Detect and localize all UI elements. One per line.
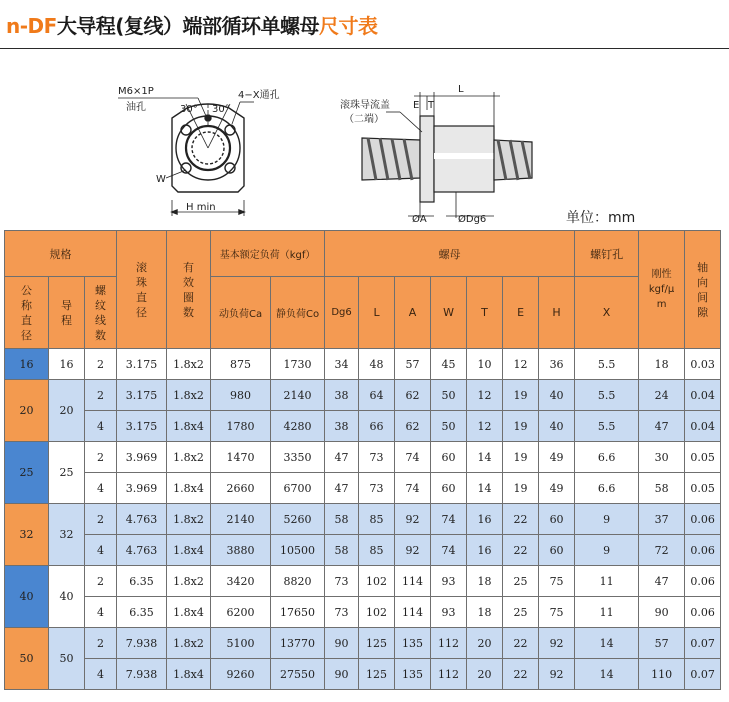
cell: 16 [467, 504, 503, 535]
cell: 2660 [211, 473, 271, 504]
cell: 5.5 [575, 349, 639, 380]
cell: 0.07 [685, 659, 721, 690]
cell: 20 [467, 659, 503, 690]
cell: 0.06 [685, 566, 721, 597]
angle-left: 30° [180, 104, 198, 115]
oil-hole-label: 油孔 [126, 102, 146, 113]
cell: 20 [467, 628, 503, 659]
cell: 1.8x4 [167, 659, 211, 690]
table-row [5, 504, 721, 535]
cell: 74 [395, 442, 431, 473]
dim-dg6-label: ØDg6 [458, 214, 487, 224]
cell: 125 [359, 628, 395, 659]
cell: 60 [431, 442, 467, 473]
oil-hole-spec: M6×1P [118, 86, 154, 97]
cell: 112 [431, 659, 467, 690]
cell: 1.8x4 [167, 473, 211, 504]
cell: 50 [431, 411, 467, 442]
header-e: E [503, 277, 539, 349]
nominal-cell: 20 [5, 380, 49, 442]
cell: 19 [503, 411, 539, 442]
cell: 4.763 [117, 504, 167, 535]
cell: 2 [85, 442, 117, 473]
cell: 19 [503, 473, 539, 504]
cell: 7.938 [117, 628, 167, 659]
cell: 1730 [271, 349, 325, 380]
dim-a-label: ØA [412, 214, 427, 224]
cell: 62 [395, 380, 431, 411]
ball-nut-diagram [0, 52, 729, 224]
cell: 92 [539, 628, 575, 659]
cell: 13770 [271, 628, 325, 659]
header-thread-starts: 螺 纹 线 数 [85, 277, 117, 349]
cell: 75 [539, 566, 575, 597]
deflector-label: 滚珠导流盖 [340, 100, 390, 111]
nominal-cell: 32 [5, 504, 49, 566]
cell: 14 [467, 473, 503, 504]
header-nut: 螺母 [325, 231, 575, 277]
cell: 9 [575, 535, 639, 566]
cell: 50 [431, 380, 467, 411]
cell: 5260 [271, 504, 325, 535]
cell: 22 [503, 504, 539, 535]
cell: 85 [359, 535, 395, 566]
cell: 14 [467, 442, 503, 473]
cell: 0.06 [685, 504, 721, 535]
cell: 3.175 [117, 380, 167, 411]
cell: 980 [211, 380, 271, 411]
header-t: T [467, 277, 503, 349]
cell: 36 [539, 349, 575, 380]
cell: 64 [359, 380, 395, 411]
cell: 8820 [271, 566, 325, 597]
nominal-cell: 40 [5, 566, 49, 628]
cell: 19 [503, 442, 539, 473]
dim-e-label: E [413, 100, 420, 111]
cell: 18 [467, 597, 503, 628]
cell: 3.175 [117, 411, 167, 442]
header-backlash: 轴 向 间 隙 [685, 231, 721, 349]
cell: 45 [431, 349, 467, 380]
cell: 92 [395, 535, 431, 566]
nominal-cell: 16 [5, 349, 49, 380]
cell: 3.969 [117, 473, 167, 504]
header-effective-turns: 有 效 圈 数 [167, 231, 211, 349]
cell: 102 [359, 566, 395, 597]
cell: 2 [85, 504, 117, 535]
cell: 19 [503, 380, 539, 411]
cell: 3880 [211, 535, 271, 566]
header-dg6: Dg6 [325, 277, 359, 349]
lead-cell: 20 [49, 380, 85, 442]
cell: 62 [395, 411, 431, 442]
cell: 47 [325, 473, 359, 504]
cell: 3.175 [117, 349, 167, 380]
cell: 1.8x4 [167, 535, 211, 566]
cell: 9 [575, 504, 639, 535]
cell: 73 [325, 597, 359, 628]
cell: 18 [639, 349, 685, 380]
cell: 38 [325, 380, 359, 411]
cell: 93 [431, 597, 467, 628]
cell: 0.06 [685, 535, 721, 566]
lead-cell: 25 [49, 442, 85, 504]
header-l: L [359, 277, 395, 349]
header-ball-diameter: 滚 珠 直 径 [117, 231, 167, 349]
cell: 38 [325, 411, 359, 442]
cell: 2140 [211, 504, 271, 535]
cell: 5100 [211, 628, 271, 659]
cell: 73 [359, 442, 395, 473]
cell: 1780 [211, 411, 271, 442]
cell: 90 [325, 628, 359, 659]
cell: 92 [395, 504, 431, 535]
header-rated-load: 基本额定负荷（kgf） [211, 231, 325, 277]
header-dynamic-load: 动负荷Ca [211, 277, 271, 349]
title-model: n-DF [6, 14, 57, 38]
cell: 58 [639, 473, 685, 504]
cell: 0.06 [685, 597, 721, 628]
spec-table [4, 230, 721, 690]
cell: 2 [85, 380, 117, 411]
cell: 18 [467, 566, 503, 597]
angle-right: 30° [212, 104, 230, 115]
cell: 875 [211, 349, 271, 380]
cell: 4 [85, 411, 117, 442]
cell: 0.05 [685, 442, 721, 473]
cell: 47 [639, 411, 685, 442]
table-row [5, 349, 721, 380]
cell: 112 [431, 628, 467, 659]
dim-t-label: T [428, 100, 435, 111]
cell: 2 [85, 349, 117, 380]
cell: 3350 [271, 442, 325, 473]
cell: 11 [575, 566, 639, 597]
lead-cell: 32 [49, 504, 85, 566]
cell: 48 [359, 349, 395, 380]
nominal-cell: 50 [5, 628, 49, 690]
header-h: H [539, 277, 575, 349]
cell: 22 [503, 628, 539, 659]
through-hole-label: 4−X通孔 [238, 90, 280, 101]
cell: 16 [467, 535, 503, 566]
table-row [5, 659, 721, 690]
cell: 85 [359, 504, 395, 535]
cell: 0.05 [685, 473, 721, 504]
cell: 74 [431, 535, 467, 566]
cell: 58 [325, 504, 359, 535]
cell: 12 [467, 380, 503, 411]
cell: 4.763 [117, 535, 167, 566]
cell: 49 [539, 442, 575, 473]
cell: 1.8x2 [167, 380, 211, 411]
header-a: A [395, 277, 431, 349]
cell: 12 [503, 349, 539, 380]
cell: 9260 [211, 659, 271, 690]
header-static-load: 静负荷Co [271, 277, 325, 349]
cell: 114 [395, 597, 431, 628]
cell: 1.8x4 [167, 597, 211, 628]
table-row [5, 473, 721, 504]
lead-cell: 40 [49, 566, 85, 628]
cell: 4 [85, 659, 117, 690]
header-nominal-diameter: 公 称 直 径 [5, 277, 49, 349]
cell: 58 [325, 535, 359, 566]
cell: 10 [467, 349, 503, 380]
cell: 24 [639, 380, 685, 411]
cell: 60 [539, 535, 575, 566]
cell: 25 [503, 566, 539, 597]
cell: 74 [395, 473, 431, 504]
cell: 60 [431, 473, 467, 504]
table-row [5, 380, 721, 411]
cell: 10500 [271, 535, 325, 566]
cell: 27550 [271, 659, 325, 690]
lead-cell: 16 [49, 349, 85, 380]
cell: 102 [359, 597, 395, 628]
cell: 30 [639, 442, 685, 473]
cell: 11 [575, 597, 639, 628]
cell: 6.6 [575, 442, 639, 473]
cell: 3.969 [117, 442, 167, 473]
table-row [5, 566, 721, 597]
cell: 6.35 [117, 566, 167, 597]
cell: 6200 [211, 597, 271, 628]
cell: 2 [85, 628, 117, 659]
cell: 74 [431, 504, 467, 535]
cell: 37 [639, 504, 685, 535]
cell: 66 [359, 411, 395, 442]
cell: 49 [539, 473, 575, 504]
dim-l-label: L [458, 84, 464, 95]
h-min-label: H min [186, 202, 216, 213]
cell: 3420 [211, 566, 271, 597]
cell: 0.03 [685, 349, 721, 380]
cell: 114 [395, 566, 431, 597]
title-desc: 大导程(复线）端部循环单螺母 [56, 14, 319, 38]
cell: 1.8x2 [167, 442, 211, 473]
cell: 22 [503, 659, 539, 690]
cell: 57 [395, 349, 431, 380]
cell: 1.8x4 [167, 411, 211, 442]
table-row [5, 535, 721, 566]
header-stiffness: 刚性 kgf/μ m [639, 231, 685, 349]
cell: 1.8x2 [167, 566, 211, 597]
cell: 34 [325, 349, 359, 380]
cell: 0.04 [685, 380, 721, 411]
nominal-cell: 25 [5, 442, 49, 504]
cell: 40 [539, 411, 575, 442]
header-lead: 导 程 [49, 277, 85, 349]
w-label: W [156, 174, 166, 185]
flange-front-view [118, 98, 254, 216]
cell: 60 [539, 504, 575, 535]
table-row [5, 442, 721, 473]
cell: 2 [85, 566, 117, 597]
cell: 1.8x2 [167, 349, 211, 380]
cell: 4 [85, 535, 117, 566]
unit-note: 单位：mm [566, 210, 636, 226]
header-x: X [575, 277, 639, 349]
cell: 5.5 [575, 380, 639, 411]
cell: 57 [639, 628, 685, 659]
table-row [5, 597, 721, 628]
cell: 73 [359, 473, 395, 504]
cell: 110 [639, 659, 685, 690]
cell: 0.04 [685, 411, 721, 442]
cell: 4 [85, 597, 117, 628]
deflector-label-ends: （二端） [344, 114, 384, 125]
table-row [5, 628, 721, 659]
cell: 72 [639, 535, 685, 566]
cell: 1.8x2 [167, 504, 211, 535]
title-suffix: 尺寸表 [318, 14, 378, 38]
cell: 0.07 [685, 628, 721, 659]
cell: 7.938 [117, 659, 167, 690]
cell: 12 [467, 411, 503, 442]
cell: 73 [325, 566, 359, 597]
lead-cell: 50 [49, 628, 85, 690]
cell: 4 [85, 473, 117, 504]
cell: 75 [539, 597, 575, 628]
header-w: W [431, 277, 467, 349]
cell: 93 [431, 566, 467, 597]
cell: 135 [395, 659, 431, 690]
cell: 6700 [271, 473, 325, 504]
cell: 5.5 [575, 411, 639, 442]
cell: 125 [359, 659, 395, 690]
cell: 47 [639, 566, 685, 597]
title-divider [0, 48, 729, 49]
cell: 90 [325, 659, 359, 690]
cell: 2140 [271, 380, 325, 411]
cell: 22 [503, 535, 539, 566]
cell: 1470 [211, 442, 271, 473]
table-row [5, 411, 721, 442]
cell: 4280 [271, 411, 325, 442]
cell: 40 [539, 380, 575, 411]
cell: 6.6 [575, 473, 639, 504]
cell: 92 [539, 659, 575, 690]
cell: 47 [325, 442, 359, 473]
page-title [6, 10, 377, 46]
cell: 135 [395, 628, 431, 659]
header-spec: 规格 [5, 231, 117, 277]
cell: 14 [575, 628, 639, 659]
cell: 90 [639, 597, 685, 628]
cell: 14 [575, 659, 639, 690]
cell: 1.8x2 [167, 628, 211, 659]
cell: 17650 [271, 597, 325, 628]
header-bolt-hole: 螺钉孔 [575, 231, 639, 277]
cell: 6.35 [117, 597, 167, 628]
cell: 25 [503, 597, 539, 628]
